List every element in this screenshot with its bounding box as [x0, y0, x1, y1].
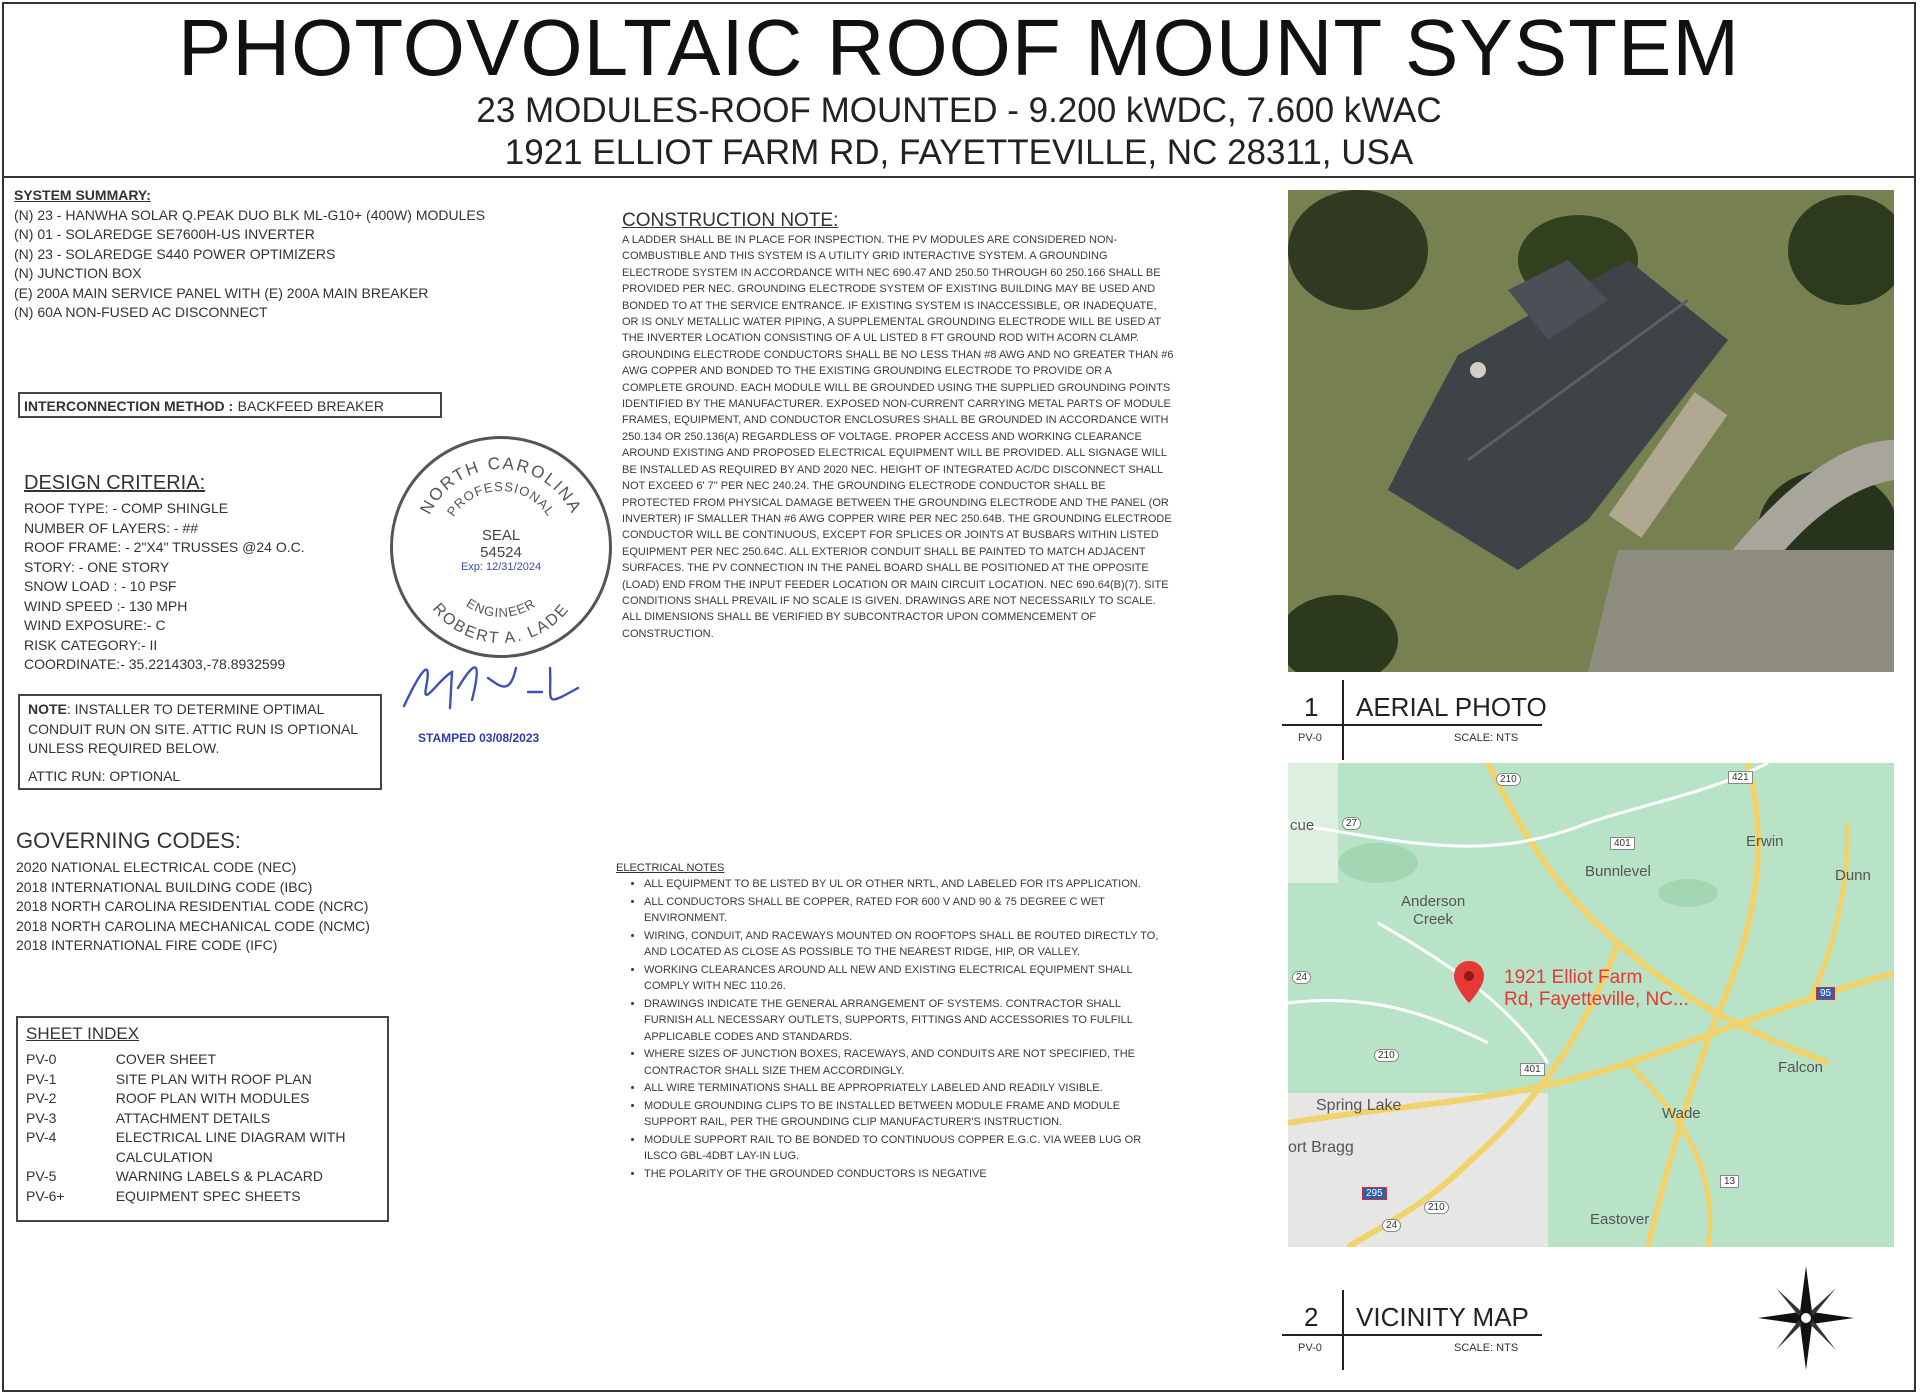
interstate-shield: 295 [1362, 1187, 1387, 1200]
place-label: ort Bragg [1288, 1139, 1354, 1156]
route-shield: 13 [1720, 1175, 1739, 1188]
note-label: NOTE [28, 701, 67, 717]
criteria-item: STORY: - ONE STORY [24, 558, 170, 575]
electrical-note-item: • WHERE SIZES OF JUNCTION BOXES, RACEWAYS, AND CONDUITS ARE NOT SPECIFIED, THE CONTRACTOR SHALL SIZE THEM ACCORDINGLY. [644, 1046, 1162, 1079]
seal-professional: PROFESSIONAL [443, 478, 559, 520]
aerial-sheet: PV-0 [1298, 732, 1322, 744]
seal-expiration: Exp: 12/31/2024 [460, 561, 542, 573]
criteria-item: WIND EXPOSURE:- C [24, 617, 166, 633]
system-summary [14, 186, 614, 323]
aerial-number: 1 [1304, 692, 1319, 722]
criteria-item: ROOF FRAME: - 2"X4" TRUSSES @24 O.C. [24, 539, 305, 555]
svg-text:PROFESSIONAL [444, 479, 559, 519]
interstate-shield: 95 [1816, 987, 1835, 1000]
title-block [2, 2, 1916, 178]
place-label: Dunn [1835, 867, 1871, 884]
summary-item: (E) 200A MAIN SERVICE PANEL WITH (E) 200A MAIN BREAKER [14, 284, 429, 301]
vicinity-scale: SCALE: NTS [1454, 1342, 1519, 1354]
electrical-notes-heading: ELECTRICAL NOTES [616, 862, 725, 874]
electrical-note-item: • ALL EQUIPMENT TO BE LISTED BY UL OR OTHER NRTL, AND LABELED FOR ITS APPLICATION. [644, 876, 1162, 893]
summary-item: (N) 23 - HANWHA SOLAR Q.PEAK DUO BLK ML-G10+ (400W) MODULES [14, 206, 486, 223]
interconnection-label: INTERCONNECTION METHOD : [24, 398, 234, 414]
electrical-note-item: • ALL CONDUCTORS SHALL BE COPPER, RATED FOR 600 V AND 90 & 75 DEGREE C WET ENVIRONMENT. [644, 894, 1162, 927]
route-shield: 210 [1424, 1201, 1449, 1214]
electrical-note-item: • WIRING, CONDUIT, AND RACEWAYS MOUNTED ON ROOFTOPS SHALL BE ROUTED DIRECTLY TO, AND LOCATED AS CLOSE AS POSSIBLE TO THE NEAREST RIDGE, HIP, OR VALLEY. [644, 928, 1162, 961]
governing-codes [16, 828, 486, 956]
vicinity-number: 2 [1304, 1302, 1319, 1332]
electrical-note-item: • WORKING CLEARANCES AROUND ALL NEW AND EXISTING ELECTRICAL EQUIPMENT SHALL COMPLY WITH NEC 110.26. [644, 962, 1162, 995]
route-shield: 401 [1610, 837, 1635, 850]
summary-item: (N) 23 - SOLAREDGE S440 POWER OPTIMIZERS [14, 245, 336, 262]
seal-name: ROBERT A. LADE [429, 600, 573, 648]
place-label: cue [1290, 817, 1315, 834]
place-label: Erwin [1746, 833, 1784, 850]
design-criteria [24, 472, 404, 675]
svg-text:ENGINEER [464, 595, 538, 620]
system-summary-heading: SYSTEM SUMMARY: [14, 187, 151, 203]
route-shield: 401 [1520, 1063, 1545, 1076]
criteria-item: SNOW LOAD : - 10 PSF [24, 578, 177, 594]
electrical-note-item: • DRAWINGS INDICATE THE GENERAL ARRANGEMENT OF SYSTEMS. CONTRACTOR SHALL FURNISH ALL NECESSARY OUTLETS, SUPPORTS, FITTINGS AND ACCESSORIES TO FULFILL APPLICABLE CODES AND STANDARDS. [644, 996, 1162, 1046]
criteria-item: COORDINATE:- 35.2214303,-78.8932599 [24, 656, 286, 672]
sheet-index-row: PV-0 COVER SHEET [26, 1051, 217, 1067]
sheet-index-row: PV-1 SITE PLAN WITH ROOF PLAN [26, 1070, 312, 1087]
governing-codes-heading: GOVERNING CODES: [16, 828, 241, 853]
design-criteria-heading: DESIGN CRITERIA: [24, 472, 206, 494]
aerial-photo-label [1282, 680, 1662, 760]
sheet-index-row: PV-2 ROOF PLAN WITH MODULES [26, 1090, 310, 1106]
sheet-index-heading: SHEET INDEX [26, 1024, 140, 1043]
summary-item: (N) 60A NON-FUSED AC DISCONNECT [14, 304, 268, 320]
sheet-index-row: PV-4 ELECTRICAL LINE DIAGRAM WITH CALCULATION [26, 1129, 346, 1165]
sheet-index-row: PV-5 WARNING LABELS & PLACARD [26, 1168, 323, 1184]
sheet-title: PHOTOVOLTAIC ROOF MOUNT SYSTEM [178, 3, 1740, 92]
interconnection-value: BACKFEED BREAKER [237, 398, 384, 414]
engineer-seal [390, 436, 612, 658]
route-shield: 210 [1374, 1049, 1399, 1062]
attic-run: ATTIC RUN: OPTIONAL [28, 767, 181, 784]
vicinity-map [1288, 763, 1894, 1247]
construction-note [622, 210, 1174, 642]
place-label: Falcon [1778, 1059, 1824, 1076]
criteria-item: WIND SPEED :- 130 MPH [24, 597, 188, 614]
code-item: 2020 NATIONAL ELECTRICAL CODE (NEC) [16, 859, 297, 875]
pin-label-line1: 1921 Elliot Farm [1504, 967, 1643, 988]
electrical-notes [616, 862, 1162, 1183]
vicinity-sheet: PV-0 [1298, 1342, 1322, 1354]
place-label: Spring Lake [1316, 1097, 1402, 1114]
vicinity-map-label [1282, 1290, 1662, 1370]
code-item: 2018 NORTH CAROLINA MECHANICAL CODE (NCMC) [16, 917, 370, 934]
vicinity-title: VICINITY MAP [1356, 1302, 1529, 1332]
electrical-note-item: • ALL WIRE TERMINATIONS SHALL BE APPROPRIATELY LABELED AND READILY VISIBLE. [644, 1080, 1162, 1097]
seal-number: 54524 [480, 544, 522, 561]
route-shield: 24 [1382, 1219, 1401, 1232]
electrical-note-item: • THE POLARITY OF THE GROUNDED CONDUCTORS IS NEGATIVE [644, 1166, 1162, 1183]
pin-label-line2: Rd, Fayetteville, NC... [1504, 989, 1689, 1010]
route-shield: 24 [1292, 971, 1311, 984]
north-arrow-icon [1756, 1262, 1856, 1374]
engineer-signature [392, 648, 592, 720]
site-address: 1921 ELLIOT FARM RD, FAYETTEVILLE, NC 28311, USA [504, 133, 1414, 172]
summary-item: (N) JUNCTION BOX [14, 265, 142, 281]
construction-note-text: A LADDER SHALL BE IN PLACE FOR INSPECTION. THE PV MODULES ARE CONSIDERED NON-COMBUSTIBLE AND THIS SYSTEM IS A UTILITY GRID INTERACTIVE SYSTEM. A GROUNDING ELECTRODE SYSTEM IN ACCORDANCE WITH NEC 690.47 AND 250.50 THROUGH 60 250.166 SHALL BE PROVIDED PER NEC. GROUNDING ELECTRODE SYSTEM OF EXISTING BUILDING MAY BE USED AND BONDED TO AT THE SERVICE ENTRANCE. IF EXISTING SYSTEM IS INACCESSIBLE, OR INADEQUATE, OR IS ONLY METALLIC WATER PIPING, A SUPPLEMENTAL GROUNDING ELECTRODE WILL BE USED AT THE INVERTER LOCATION CONSISTING OF A UL LISTED 8 FT GROUND ROD WITH ACORN CLAMP. GROUNDING ELECTRODE CONDUCTORS SHALL BE NO LESS THAN #8 AWG AND NO GREATER THAN #6 AWG COPPER AND BONDED TO THE EXISTING GROUNDING ELECTRODE TO PROVIDE OR A COMPLETE GROUND. EACH MODULE WILL BE GROUNDED USING THE SUPPLIED GROUNDING POINTS IDENTIFIED BY THE MANUFACTURER. EXPOSED NON-CURRENT CARRYING METAL PARTS OF MODULE FRAMES, EQUIPMENT, AND CONDUCTOR ENCLOSURES SHALL BE GROUNDED IN ACCORDANCE WITH 250.134 OR 250.136(A) REGARDLESS OF VOLTAGE. PROPER ACCESS AND WORKING CLEARANCE AROUND EXISTING AND PROPOSED ELECTRICAL EQUIPMENT WILL BE PROVIDED. ALL SIGNAGE WILL BE INSTALLED AS REQUIRED BY AND 2020 NEC. HEIGHT OF INTEGRATED AC/DC DISCONNECT SHALL NOT EXCEED 6' 7" PER NEC 240.24. THE GROUNDING ELECTRODE CONDUCTOR SHALL BE PROTECTED FROM PHYSICAL DAMAGE BETWEEN THE GROUNDING ELECTRODE AND THE PANEL (OR INVERTER) IF SMALLER THAN #6 AWG COPPER WIRE PER NEC 250.64B. THE GROUNDING ELECTRODE CONDUCTOR WILL BE CONTINUOUS, EXCEPT FOR SPLICES OR JOINTS AT BUSBARS WITHIN LISTED EQUIPMENT PER NEC 250.64C. ALL EXTERIOR CONDUIT SHALL BE PAINTED TO MATCH ADJACENT SURFACES. THE PV CONNECTION IN THE PANEL BOARD SHALL BE POSITIONED AT THE OPPOSITE (LOAD) END FROM THE INPUT FEEDER LOCATION OR MAIN CIRCUIT LOCATION. NEC 690.64(B)(7). SITE CONDITIONS SHALL PREVAIL IF NO SCALE IS GIVEN. DRAWINGS ARE NOT NECESSARILY TO SCALE. ALL DIMENSIONS SHALL BE VERIFIED BY SUBCONTRACTOR UPON COMMENCEMENT OF CONSTRUCTION. [622, 234, 1174, 640]
route-shield: 421 [1728, 771, 1753, 784]
location-pin-icon[interactable] [1452, 959, 1486, 1005]
criteria-item: ROOF TYPE: - COMP SHINGLE [24, 500, 229, 516]
aerial-photo [1288, 190, 1894, 672]
aerial-scale: SCALE: NTS [1454, 732, 1519, 744]
stamped-date: STAMPED 03/08/2023 [418, 731, 540, 745]
electrical-note-item: • MODULE GROUNDING CLIPS TO BE INSTALLED BETWEEN MODULE FRAME AND MODULE SUPPORT RAIL, PER THE GROUNDING CLIP MANUFACTURER'S INSTRUCTION. [644, 1098, 1162, 1131]
note-text: : INSTALLER TO DETERMINE OPTIMAL CONDUIT RUN ON SITE. ATTIC RUN IS OPTIONAL UNLESS REQUIRED BELOW. [28, 701, 358, 756]
code-item: 2018 INTERNATIONAL BUILDING CODE (IBC) [16, 878, 313, 895]
sheet-index-row: PV-6+ EQUIPMENT SPEC SHEETS [26, 1187, 301, 1204]
place-label: Bunnlevel [1585, 863, 1651, 880]
route-shield: 210 [1496, 773, 1521, 786]
place-label: Anderson [1401, 893, 1466, 910]
place-label: Wade [1662, 1105, 1701, 1122]
seal-engineer: ENGINEER [463, 595, 539, 621]
criteria-item: NUMBER OF LAYERS: - ## [24, 519, 199, 536]
code-item: 2018 INTERNATIONAL FIRE CODE (IFC) [16, 937, 278, 953]
criteria-item: RISK CATEGORY:- II [24, 636, 158, 653]
electrical-note-item: • MODULE SUPPORT RAIL TO BE BONDED TO CONTINUOUS COPPER E.G.C. VIA WEEB LUG OR ILSCO GBL-4DBT LAY-IN LUG. [644, 1132, 1162, 1165]
route-shield: 27 [1342, 817, 1361, 830]
place-label: Creek [1413, 911, 1454, 928]
system-size-subtitle: 23 MODULES-ROOF MOUNTED - 9.200 kWDC, 7.600 kWAC [476, 91, 1442, 130]
code-item: 2018 NORTH CAROLINA RESIDENTIAL CODE (NCRC) [16, 898, 369, 914]
construction-note-heading: CONSTRUCTION NOTE: [622, 210, 839, 231]
seal-state: NORTH CAROLINA [416, 453, 586, 518]
sheet-index-row: PV-3 ATTACHMENT DETAILS [26, 1109, 271, 1126]
sheet-index-box [16, 1016, 389, 1222]
place-label: Eastover [1590, 1211, 1650, 1228]
seal-word: SEAL [481, 527, 521, 544]
summary-item: (N) 01 - SOLAREDGE SE7600H-US INVERTER [14, 226, 315, 242]
interconnection-box [18, 392, 442, 418]
installer-note-box [18, 694, 382, 790]
aerial-title: AERIAL PHOTO [1356, 692, 1547, 722]
